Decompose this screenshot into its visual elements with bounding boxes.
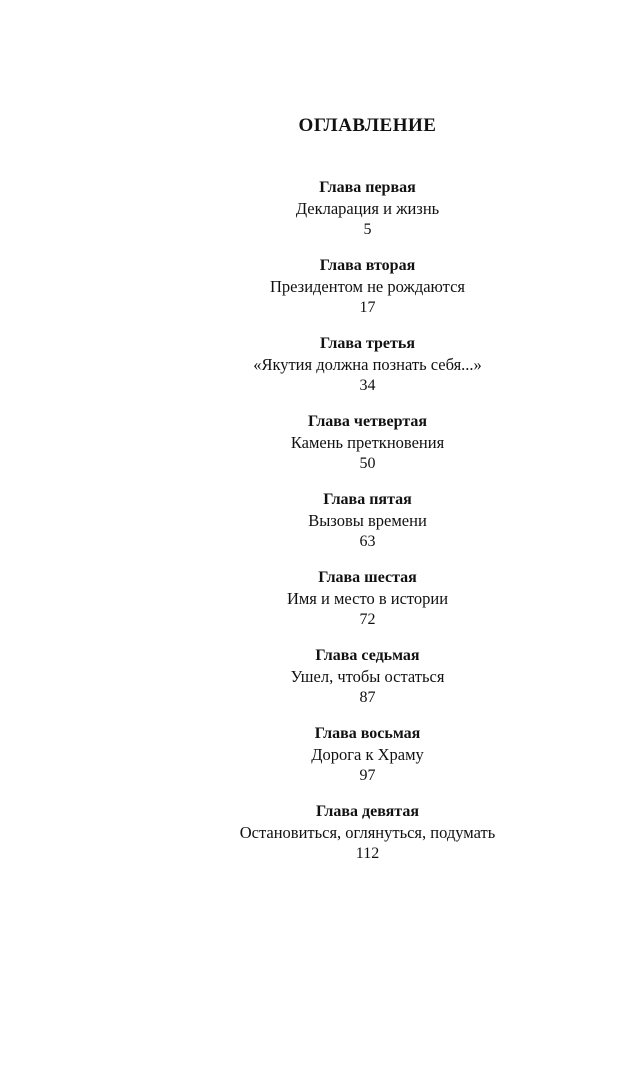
chapter-label: Глава восьмая (314, 725, 421, 742)
toc-entry-2 (0, 256, 640, 334)
toc-list (0, 178, 640, 880)
toc-entry-5 (0, 490, 640, 568)
toc-entry-6 (0, 568, 640, 646)
chapter-title: Камень преткновения (290, 433, 445, 452)
chapter-page-number: 17 (359, 299, 376, 316)
chapter-label: Глава четвертая (307, 413, 428, 430)
chapter-title: Декларация и жизнь (295, 199, 440, 218)
chapter-title: «Якутия должна познать себя...» (253, 355, 482, 374)
toc-entry-8 (0, 724, 640, 802)
chapter-title: Остановиться, оглянуться, подумать (239, 823, 496, 842)
chapter-label: Глава вторая (319, 257, 416, 274)
chapter-page-number: 87 (359, 689, 376, 706)
chapter-title: Дорога к Храму (311, 745, 424, 764)
chapter-label: Глава первая (319, 179, 416, 196)
chapter-label: Глава девятая (316, 803, 419, 820)
chapter-label: Глава третья (319, 335, 416, 352)
chapter-page-number: 50 (359, 455, 376, 472)
chapter-page-number: 5 (363, 221, 372, 238)
toc-entry-1 (0, 178, 640, 256)
chapter-page-number: 112 (355, 845, 380, 862)
chapter-title: Ушел, чтобы остаться (290, 667, 445, 686)
chapter-label: Глава пятая (323, 491, 412, 508)
chapter-label: Глава седьмая (315, 647, 420, 664)
chapter-title: Вызовы времени (308, 511, 427, 530)
chapter-page-number: 72 (359, 611, 376, 628)
toc-entry-7 (0, 646, 640, 724)
chapter-page-number: 97 (359, 767, 376, 784)
chapter-page-number: 34 (359, 377, 376, 394)
toc-entry-4 (0, 412, 640, 490)
toc-entry-3 (0, 334, 640, 412)
chapter-title: Президентом не рождаются (269, 277, 465, 296)
toc-entry-9 (0, 802, 640, 880)
toc-heading: ОГЛАВЛЕНИЕ (298, 115, 437, 136)
chapter-label: Глава шестая (318, 569, 417, 586)
chapter-title: Имя и место в истории (286, 589, 449, 608)
chapter-page-number: 63 (359, 533, 376, 550)
